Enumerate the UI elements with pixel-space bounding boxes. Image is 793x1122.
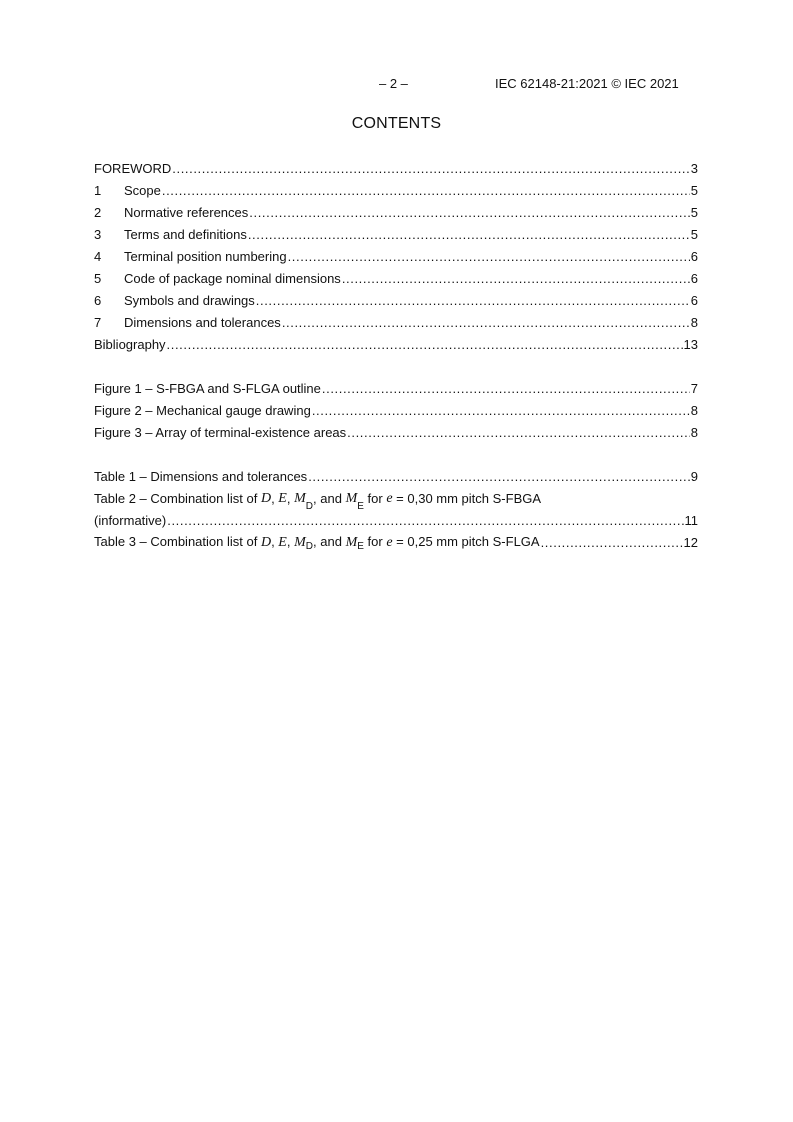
toc-entry-table-2[interactable]	[94, 485, 698, 529]
toc-number: 1	[94, 183, 102, 198]
toc-page: 8	[690, 403, 698, 418]
toc-page: 6	[690, 293, 698, 308]
toc-entry-terminal-position-numbering[interactable]	[94, 243, 698, 265]
toc-label-line-1: Table 2 – Combination list of D , E , M D , and M E for e = 0,30 mm pitch S-FBGA	[94, 491, 542, 512]
toc-page: 9	[690, 469, 698, 484]
toc-page: 5	[690, 205, 698, 220]
leader-dots	[162, 183, 690, 199]
leader-dots	[288, 249, 690, 265]
symbol-m: M	[294, 491, 306, 506]
toc-label: Dimensions and tolerances	[124, 315, 281, 330]
toc-label: Bibliography	[94, 337, 166, 352]
toc-page: 3	[690, 161, 698, 176]
leader-dots	[342, 271, 690, 287]
toc-number: 4	[94, 249, 102, 264]
toc-label-line-2	[94, 507, 698, 529]
subscript-d: D	[305, 541, 313, 552]
toc-label: Scope	[124, 183, 161, 198]
leader-dots	[249, 205, 689, 221]
toc-label-text: Table 3 – Combination list of	[94, 534, 258, 549]
toc-label: FOREWORD	[94, 161, 172, 176]
toc-page: 12	[683, 535, 698, 550]
toc-page: 8	[690, 425, 698, 440]
toc-entry-terms-and-definitions[interactable]	[94, 221, 698, 243]
toc-label: Figure 3 – Array of terminal-existence areas	[94, 425, 347, 440]
toc-number: 3	[94, 227, 102, 242]
toc-page: 6	[690, 249, 698, 264]
toc-number: 2	[94, 205, 102, 220]
toc-page: 13	[683, 337, 698, 352]
toc-entry-table-3[interactable]	[94, 529, 698, 551]
toc-label-text: and	[320, 534, 342, 549]
toc-sections	[94, 155, 698, 353]
leader-dots	[172, 161, 689, 177]
toc-label-text: = 0,30 mm pitch S-FBGA	[396, 491, 542, 506]
toc-label-text: for	[367, 491, 383, 506]
toc-entry-table-1[interactable]	[94, 463, 698, 485]
toc-tables	[94, 463, 698, 551]
leader-dots	[347, 425, 690, 441]
toc-label-text: for	[367, 534, 383, 549]
leader-dots	[167, 337, 683, 353]
toc-entry-code-of-package-nominal-dimensions[interactable]	[94, 265, 698, 287]
leader-dots	[312, 403, 690, 419]
toc-figures	[94, 375, 698, 441]
symbol-m: M	[345, 491, 358, 506]
toc-label-text: = 0,25 mm pitch S-FLGA	[396, 534, 540, 549]
toc-label: Table 3 – Combination list of D, E, $M_D$, and $M_E$ for e = 0,25 mm pitch S-FLGA	[94, 534, 540, 552]
toc-label-text: Table 2 – Combination list of	[94, 491, 258, 506]
symbol-pitch-e: e	[386, 491, 393, 506]
toc-label: Terms and definitions	[124, 227, 247, 242]
toc-entry-scope[interactable]	[94, 177, 698, 199]
symbol-d: D	[260, 491, 272, 506]
toc-page: 11	[684, 513, 698, 528]
toc-page: 6	[690, 271, 698, 286]
subscript-e: E	[357, 541, 364, 552]
leader-dots	[541, 535, 683, 551]
toc-page: 8	[690, 315, 698, 330]
leader-dots	[167, 513, 683, 529]
toc-entry-figure-1[interactable]	[94, 375, 698, 397]
toc-entry-figure-3[interactable]	[94, 419, 698, 441]
toc-page: 5	[690, 227, 698, 242]
leader-dots	[256, 293, 690, 309]
toc-page: 7	[690, 381, 698, 396]
symbol-e-dimension: E	[278, 535, 287, 550]
toc-label: Terminal position numbering	[124, 249, 287, 264]
toc-entry-dimensions-and-tolerances[interactable]	[94, 309, 698, 331]
toc-label-text: and	[320, 491, 342, 506]
toc-entry-normative-references[interactable]	[94, 199, 698, 221]
toc-entry-bibliography[interactable]	[94, 331, 698, 353]
symbol-pitch-e: e	[386, 535, 393, 550]
toc-label: Code of package nominal dimensions	[124, 271, 341, 286]
contents-heading: CONTENTS	[351, 115, 442, 132]
toc-label: Figure 1 – S-FBGA and S-FLGA outline	[94, 381, 321, 396]
document-identifier: IEC 62148-21:2021 © IEC 2021	[495, 76, 679, 91]
symbol-m: M	[345, 535, 358, 550]
toc-label: Table 1 – Dimensions and tolerances	[94, 469, 308, 484]
leader-dots	[282, 315, 690, 331]
toc-number: 7	[94, 315, 102, 330]
toc-label: Normative references	[124, 205, 249, 220]
toc-entry-symbols-and-drawings[interactable]	[94, 287, 698, 309]
leader-dots	[308, 469, 690, 485]
toc-number: 6	[94, 293, 102, 308]
toc-entry-foreword[interactable]	[94, 155, 698, 177]
page-number: – 2 –	[379, 76, 408, 91]
symbol-m: M	[294, 535, 306, 550]
toc-number: 5	[94, 271, 102, 286]
toc-entry-figure-2[interactable]	[94, 397, 698, 419]
symbol-e-dimension: E	[278, 491, 287, 506]
toc-page: 5	[690, 183, 698, 198]
leader-dots	[248, 227, 690, 243]
leader-dots	[322, 381, 690, 397]
symbol-d: D	[260, 535, 272, 550]
toc-label: (informative)	[94, 513, 167, 528]
toc-label: Symbols and drawings	[124, 293, 255, 308]
toc-label: Figure 2 – Mechanical gauge drawing	[94, 403, 311, 418]
